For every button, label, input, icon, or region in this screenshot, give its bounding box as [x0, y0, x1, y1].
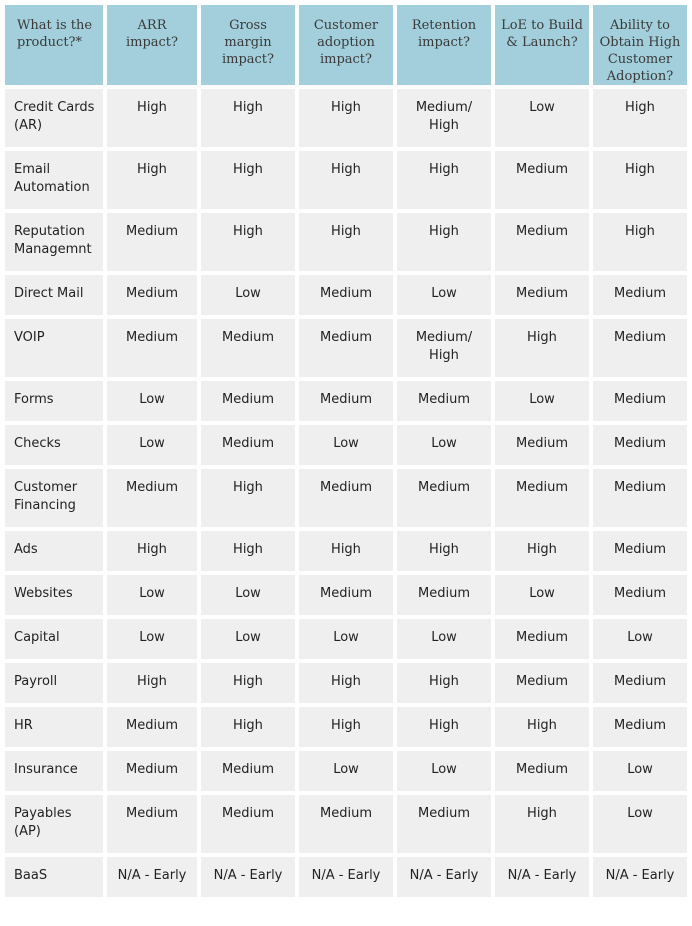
header-gross-margin-impact: Gross margin impact?	[201, 5, 295, 89]
rating-cell: Medium	[299, 319, 393, 381]
rating-cell: Low	[397, 275, 491, 319]
rating-cell: High	[397, 151, 491, 213]
rating-cell: High	[397, 213, 491, 275]
header-row	[5, 5, 687, 89]
rating-cell: Low	[495, 89, 589, 151]
product-name-cell: VOIP	[5, 319, 103, 381]
table-row	[5, 381, 687, 425]
header-retention-impact: Retention impact?	[397, 5, 491, 89]
table-row	[5, 89, 687, 151]
table-row	[5, 663, 687, 707]
rating-cell: N/A - Early	[299, 857, 393, 901]
rating-cell: High	[299, 531, 393, 575]
rating-cell: Medium	[107, 319, 197, 381]
header-ability-high-adoption: Ability to Obtain High Customer Adoption?	[593, 5, 687, 89]
rating-cell: Medium	[299, 381, 393, 425]
product-name-cell: Credit Cards (AR)	[5, 89, 103, 151]
rating-cell: Medium	[397, 381, 491, 425]
table-row	[5, 751, 687, 795]
rating-cell: Medium	[299, 575, 393, 619]
rating-cell: Low	[397, 619, 491, 663]
header-loe-build-launch: LoE to Build & Launch?	[495, 5, 589, 89]
rating-cell: High	[201, 151, 295, 213]
rating-cell: High	[107, 89, 197, 151]
rating-cell: Low	[299, 751, 393, 795]
rating-cell: Medium	[593, 531, 687, 575]
rating-cell: Medium	[201, 381, 295, 425]
rating-cell: High	[201, 663, 295, 707]
rating-cell: High	[299, 663, 393, 707]
product-name-cell: Websites	[5, 575, 103, 619]
product-name-cell: Customer Financing	[5, 469, 103, 531]
product-name-cell: Capital	[5, 619, 103, 663]
table-row	[5, 319, 687, 381]
rating-cell: High	[593, 213, 687, 275]
table-row	[5, 575, 687, 619]
rating-cell: Medium	[593, 425, 687, 469]
rating-cell: Medium/ High	[397, 89, 491, 151]
product-name-cell: Insurance	[5, 751, 103, 795]
table-body	[5, 89, 687, 901]
product-name-cell: Reputation Managemnt	[5, 213, 103, 275]
rating-cell: Low	[593, 751, 687, 795]
table-row	[5, 707, 687, 751]
table-row	[5, 795, 687, 857]
rating-cell: Medium	[495, 151, 589, 213]
rating-cell: Medium	[495, 425, 589, 469]
product-name-cell: Ads	[5, 531, 103, 575]
rating-cell: Medium	[397, 795, 491, 857]
rating-cell: Medium	[495, 663, 589, 707]
rating-cell: Medium	[397, 469, 491, 531]
rating-cell: Medium	[593, 275, 687, 319]
table-row	[5, 531, 687, 575]
rating-cell: Low	[107, 381, 197, 425]
rating-cell: Medium	[495, 213, 589, 275]
rating-cell: High	[397, 663, 491, 707]
product-name-cell: HR	[5, 707, 103, 751]
table-row	[5, 619, 687, 663]
rating-cell: High	[201, 89, 295, 151]
rating-cell: Medium	[593, 381, 687, 425]
rating-cell: Medium	[201, 319, 295, 381]
rating-cell: Low	[107, 619, 197, 663]
product-name-cell: Direct Mail	[5, 275, 103, 319]
rating-cell: Low	[593, 619, 687, 663]
rating-cell: N/A - Early	[397, 857, 491, 901]
rating-cell: N/A - Early	[107, 857, 197, 901]
rating-cell: N/A - Early	[495, 857, 589, 901]
rating-cell: Medium	[593, 469, 687, 531]
product-name-cell: Payables (AP)	[5, 795, 103, 857]
product-name-cell: Checks	[5, 425, 103, 469]
rating-cell: Low	[495, 575, 589, 619]
rating-cell: Medium	[299, 795, 393, 857]
rating-cell: High	[107, 151, 197, 213]
rating-cell: Medium	[107, 795, 197, 857]
header-arr-impact: ARR impact?	[107, 5, 197, 89]
rating-cell: Low	[201, 619, 295, 663]
rating-cell: Medium	[495, 619, 589, 663]
rating-cell: High	[299, 707, 393, 751]
rating-cell: High	[299, 151, 393, 213]
rating-cell: Medium	[107, 469, 197, 531]
rating-cell: High	[201, 707, 295, 751]
header-customer-adoption-impact: Customer adoption impact?	[299, 5, 393, 89]
rating-cell: High	[201, 213, 295, 275]
rating-cell: Medium	[107, 213, 197, 275]
rating-cell: Medium	[397, 575, 491, 619]
product-name-cell: Payroll	[5, 663, 103, 707]
table-row	[5, 213, 687, 275]
product-name-cell: BaaS	[5, 857, 103, 901]
rating-cell: Medium	[107, 751, 197, 795]
rating-cell: Medium	[495, 751, 589, 795]
rating-cell: Low	[107, 575, 197, 619]
rating-cell: Medium	[107, 275, 197, 319]
rating-cell: Medium	[107, 707, 197, 751]
rating-cell: Low	[107, 425, 197, 469]
rating-cell: High	[593, 151, 687, 213]
rating-cell: Medium	[299, 275, 393, 319]
rating-cell: Medium	[593, 663, 687, 707]
rating-cell: Low	[593, 795, 687, 857]
table-row	[5, 151, 687, 213]
rating-cell: High	[495, 531, 589, 575]
rating-cell: Medium	[201, 795, 295, 857]
table-row	[5, 469, 687, 531]
rating-cell: Medium	[495, 469, 589, 531]
rating-cell: High	[495, 319, 589, 381]
rating-cell: Medium	[593, 575, 687, 619]
rating-cell: Low	[201, 575, 295, 619]
rating-cell: N/A - Early	[201, 857, 295, 901]
rating-cell: High	[397, 707, 491, 751]
rating-cell: Medium	[299, 469, 393, 531]
rating-cell: Medium	[593, 319, 687, 381]
rating-cell: High	[299, 89, 393, 151]
header-product: What is the product?*	[5, 5, 103, 89]
product-name-cell: Forms	[5, 381, 103, 425]
table-row	[5, 425, 687, 469]
rating-cell: High	[593, 89, 687, 151]
table-row	[5, 275, 687, 319]
rating-cell: Medium/ High	[397, 319, 491, 381]
product-evaluation-table	[1, 5, 691, 901]
rating-cell: High	[201, 469, 295, 531]
rating-cell: N/A - Early	[593, 857, 687, 901]
rating-cell: High	[495, 795, 589, 857]
rating-cell: Low	[397, 751, 491, 795]
product-name-cell: Email Automation	[5, 151, 103, 213]
rating-cell: High	[107, 531, 197, 575]
rating-cell: Medium	[201, 751, 295, 795]
rating-cell: Low	[299, 425, 393, 469]
rating-cell: High	[107, 663, 197, 707]
table-row	[5, 857, 687, 901]
rating-cell: High	[495, 707, 589, 751]
rating-cell: Low	[495, 381, 589, 425]
rating-cell: Medium	[495, 275, 589, 319]
rating-cell: High	[397, 531, 491, 575]
rating-cell: Medium	[593, 707, 687, 751]
rating-cell: Low	[397, 425, 491, 469]
rating-cell: High	[201, 531, 295, 575]
rating-cell: High	[299, 213, 393, 275]
rating-cell: Low	[299, 619, 393, 663]
rating-cell: Low	[201, 275, 295, 319]
rating-cell: Medium	[201, 425, 295, 469]
